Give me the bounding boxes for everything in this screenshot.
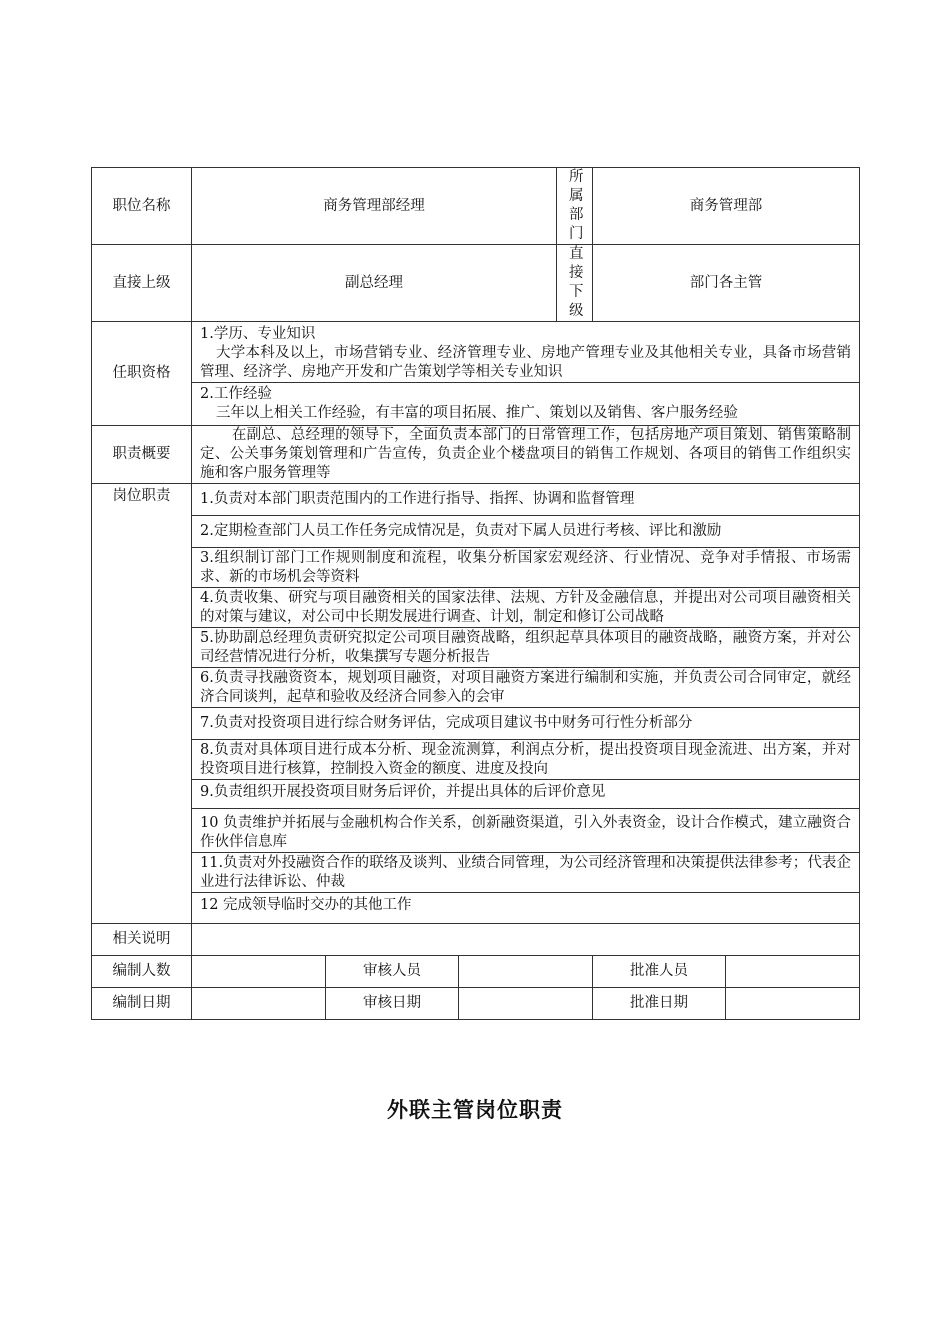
label-prepared-date: 编制日期 xyxy=(92,988,192,1020)
direct-subordinate-value: 部门各主管 xyxy=(593,245,860,322)
label-direct-superior: 直接上级 xyxy=(92,245,192,322)
label-qualification: 任职资格 xyxy=(92,322,192,426)
approver-value xyxy=(726,956,860,988)
label-direct-subordinate: 直接下级 xyxy=(557,245,593,322)
duty-item: 1.负责对本部门职责范围内的工作进行指导、指挥、协调和监督管理 xyxy=(192,484,860,516)
label-reviewer: 审核人员 xyxy=(326,956,459,988)
reviewer-value xyxy=(459,956,593,988)
position-title-value: 商务管理部经理 xyxy=(192,168,557,245)
label-duties: 岗位职责 xyxy=(92,484,192,924)
next-section-title: 外联主管岗位职责 xyxy=(387,1098,563,1122)
prepared-date-value xyxy=(192,988,326,1020)
qualification-education-text: 大学本科及以上，市场营销专业、经济管理专业、房地产管理专业及其他相关专业，具备市场营销管理、经济学、房地产开发和广告策划学等相关专业知识 xyxy=(200,345,852,380)
duty-item: 10 负责维护并拓展与金融机构合作关系，创新融资渠道，引入外表资金，设计合作模式，建立融资合作伙伴信息库 xyxy=(192,809,860,853)
qualification-experience-text: 三年以上相关工作经验，有丰富的项目拓展、推广、策划以及销售、客户服务经验 xyxy=(215,405,738,421)
duty-item: 12 完成领导临时交办的其他工作 xyxy=(192,893,860,924)
review-date-value xyxy=(459,988,593,1020)
approve-date-value xyxy=(726,988,860,1020)
label-position-title: 职位名称 xyxy=(92,168,192,245)
label-approve-date: 批准日期 xyxy=(593,988,726,1020)
duty-item: 11.负责对外投融资合作的联络及谈判、业绩合同管理，为公司经济管理和决策提供法律参考；代表企业进行法律诉讼、仲裁 xyxy=(192,853,860,893)
duty-item: 9.负责组织开展投资项目财务后评价，并提出具体的后评价意见 xyxy=(192,780,860,809)
label-department: 所属部门 xyxy=(557,168,593,245)
duty-item: 3.组织制订部门工作规则制度和流程，收集分析国家宏观经济、行业情况、竞争对手情报、市场需求、新的市场机会等资料 xyxy=(192,548,860,588)
duty-item: 6.负责寻找融资资本，规划项目融资，对项目融资方案进行编制和实施，并负责公司合同审定，就经济合同谈判，起草和验收及经济合同参入的会审 xyxy=(192,668,860,708)
duty-item: 2.定期检查部门人员工作任务完成情况是，负责对下属人员进行考核、评比和激励 xyxy=(192,516,860,548)
duty-item: 7.负责对投资项目进行综合财务评估，完成项目建议书中财务可行性分析部分 xyxy=(192,708,860,740)
direct-superior-value: 副总经理 xyxy=(192,245,557,322)
label-duty-summary: 职责概要 xyxy=(92,426,192,484)
duty-item: 8.负责对具体项目进行成本分析、现金流测算，利润点分析，提出投资项目现金流进、出方案，并对投资项目进行核算，控制投入资金的额度、进度及投向 xyxy=(192,740,860,780)
department-value: 商务管理部 xyxy=(593,168,860,245)
qualification-experience-heading: 2.工作经验 xyxy=(200,386,272,402)
related-notes-value xyxy=(192,924,860,956)
qualification-education-heading: 1.学历、专业知识 xyxy=(200,326,316,342)
prepared-by-value xyxy=(192,956,326,988)
duty-summary-text: 在副总、总经理的领导下，全面负责本部门的日常管理工作，包括房地产项目策划、销售策略制定、公关事务策划管理和广告宣传，负责企业个楼盘项目的销售工作规划、各项目的销售工作组织实施和客户服务管理等 xyxy=(200,427,852,481)
label-approver: 批准人员 xyxy=(593,956,726,988)
label-review-date: 审核日期 xyxy=(326,988,459,1020)
label-related-notes: 相关说明 xyxy=(92,924,192,956)
label-prepared-by: 编制人数 xyxy=(92,956,192,988)
duty-item: 5.协助副总经理负责研究拟定公司项目融资战略，组织起草具体项目的融资战略，融资方案，并对公司经营情况进行分析，收集撰写专题分析报告 xyxy=(192,628,860,668)
duty-item: 4.负责收集、研究与项目融资相关的国家法律、法规、方针及金融信息，并提出对公司项目融资相关的对策与建议，对公司中长期发展进行调查、计划，制定和修订公司战略 xyxy=(192,588,860,628)
job-description-table xyxy=(91,167,860,1020)
